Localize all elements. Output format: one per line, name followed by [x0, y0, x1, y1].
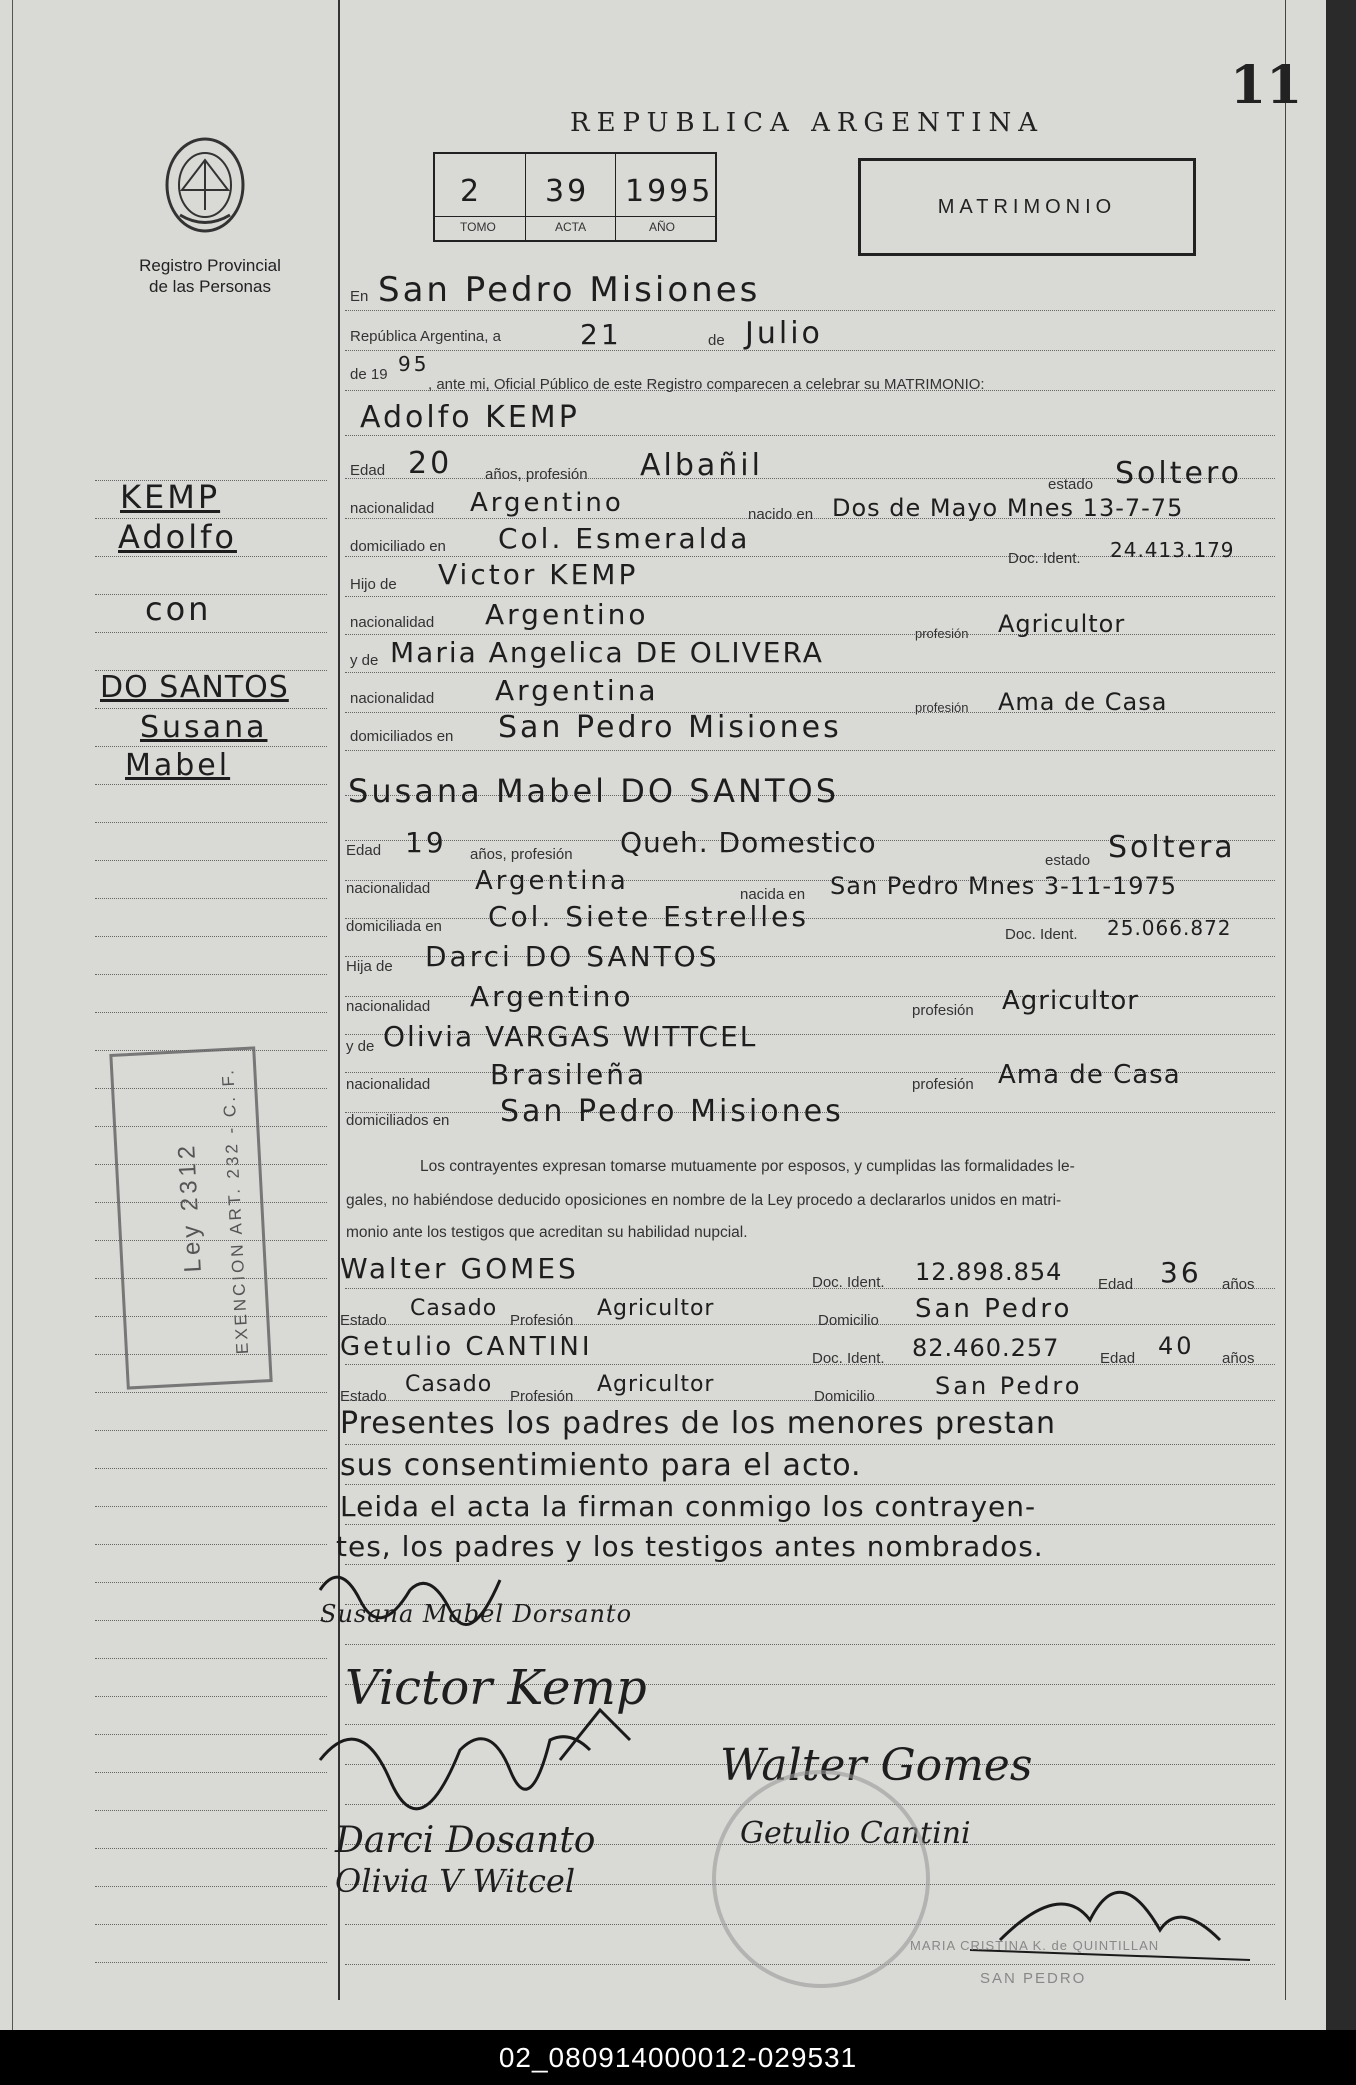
bride-nationality: Argentina: [475, 866, 629, 896]
registry-title: [110, 255, 310, 297]
acta-value: 39: [545, 174, 590, 209]
witness1-prof: Agricultor: [597, 1296, 715, 1321]
margin-rule: [95, 1962, 327, 1964]
official-seal-icon: [712, 1770, 930, 1988]
tomo-value: 2: [460, 174, 483, 209]
witness2-name: Getulio CANTINI: [340, 1332, 593, 1362]
witness1-domicile: San Pedro: [915, 1294, 1073, 1324]
form-rule: [345, 1400, 1275, 1402]
right-margin-rule: [1285, 0, 1286, 2000]
bride-anos-label: años, profesión: [470, 846, 573, 863]
record-number-box: [433, 152, 717, 242]
margin-rule: [95, 1620, 327, 1622]
margin-rule: [95, 1240, 327, 1242]
margin-rule: [95, 1012, 327, 1014]
margin-rule: [95, 898, 327, 900]
month: Julio: [745, 316, 823, 351]
groom-dom-label: domiciliado en: [350, 538, 446, 555]
margin-rule: [95, 784, 327, 786]
groom-doc: 24.413.179: [1110, 538, 1235, 562]
groom-father-nationality: Argentino: [485, 598, 649, 631]
margin-bride-name1: Susana: [140, 710, 268, 745]
groom-full-name: Adolfo KEMP: [360, 400, 580, 435]
witness1-doc: 12.898.854: [915, 1258, 1063, 1286]
witness1-estado: Casado: [410, 1296, 498, 1321]
groom-mother-prof-label: profesión: [915, 700, 969, 715]
bride-mother: Olivia VARGAS WITTCEL: [383, 1020, 758, 1053]
bride-edad-label: Edad: [346, 842, 382, 859]
margin-rule: [95, 1734, 327, 1736]
groom-estado-label: estado: [1048, 476, 1094, 493]
witness2-anos-label: años: [1222, 1350, 1255, 1367]
country-heading: REPUBLICA ARGENTINA: [570, 108, 1045, 138]
signature-3: Walter Gomes: [720, 1740, 1033, 1791]
groom-nac-label: nacionalidad: [350, 500, 435, 517]
signature-4: Darci Dosanto: [335, 1820, 596, 1861]
form-rule: [345, 1364, 1275, 1366]
witness1-edad-label: Edad: [1098, 1276, 1134, 1293]
place: San Pedro Misiones: [378, 270, 761, 310]
groom-edad-label: Edad: [350, 462, 386, 479]
margin-rule: [95, 1582, 327, 1584]
groom-birth: Dos de Mayo Mnes 13-7-75: [832, 494, 1184, 522]
form-rule: [345, 310, 1275, 312]
form-rule: [345, 1288, 1275, 1290]
margin-rule: [95, 974, 327, 976]
form-rule: [345, 1444, 1275, 1446]
witness1-name: Walter GOMES: [340, 1252, 579, 1285]
stamp-line2: EXENCION ART. 232 - C. F.: [218, 1066, 253, 1355]
witness1-dom-label: Domicilio: [818, 1312, 879, 1329]
page-edge-shadow: [1326, 0, 1356, 2030]
groom-mother-nac-label: nacionalidad: [350, 690, 435, 707]
province-seal-icon: [160, 130, 250, 240]
groom-anos-label: años, profesión: [485, 466, 588, 483]
bride-yde-label: y de: [346, 1038, 375, 1055]
witness2-prof: Agricultor: [597, 1372, 715, 1397]
margin-rule: [95, 1430, 327, 1432]
margin-bride-name2: Mabel: [125, 748, 231, 783]
witness2-estado: Casado: [405, 1372, 493, 1397]
day: 21: [580, 318, 622, 351]
margin-rule: [95, 1848, 327, 1850]
margin-rule: [95, 822, 327, 824]
intro-statement: , ante mi, Oficial Público de este Registro comparecen a celebrar su MATRIMONIO:: [428, 376, 985, 393]
groom-yde-label: y de: [350, 652, 379, 669]
margin-groom-surname: KEMP: [120, 478, 221, 516]
groom-father-prof-label: profesión: [915, 626, 969, 641]
bride-profession: Queh. Domestico: [620, 826, 877, 859]
margin-rule: [95, 1506, 327, 1508]
margin-rule: [95, 936, 327, 938]
witness2-edad-label: Edad: [1100, 1350, 1136, 1367]
page-number: 11: [1230, 55, 1303, 116]
bride-mother-prof: Ama de Casa: [998, 1060, 1181, 1090]
bride-mother-nac-label: nacionalidad: [346, 1076, 431, 1093]
margin-conj: con: [145, 590, 212, 628]
bride-age: 19: [405, 826, 447, 859]
margin-rule: [95, 1202, 327, 1204]
bride-father-prof-label: profesión: [912, 1002, 974, 1019]
witness1-prof-label: Profesión: [510, 1312, 574, 1329]
ano-label: AÑO: [649, 220, 676, 234]
margin-rule: [95, 1126, 327, 1128]
groom-nationality: Argentino: [470, 488, 624, 518]
record-type: MATRIMONIO: [937, 196, 1117, 218]
bride-domicile: Col. Siete Estrelles: [488, 900, 809, 933]
form-rule: [345, 672, 1275, 674]
margin-rule: [95, 594, 327, 596]
year-suffix: 95: [398, 352, 430, 376]
exemption-stamp: [109, 1046, 272, 1389]
bride-nac-label: nacionalidad: [346, 880, 431, 897]
groom-father: Victor KEMP: [438, 558, 639, 591]
witness2-estado-label: Estado: [340, 1388, 387, 1405]
bride-estado: Soltera: [1108, 830, 1236, 865]
groom-age: 20: [408, 446, 453, 481]
groom-domicile: Col. Esmeralda: [498, 522, 751, 555]
margin-rule: [95, 632, 327, 634]
ano-value: 1995: [625, 174, 714, 209]
official-name: MARIA CRISTINA K. de QUINTILLAN: [910, 1938, 1160, 1953]
registry-line2: de las Personas: [149, 277, 271, 296]
year-prefix: de 19: [350, 366, 388, 383]
groom-profession: Albañil: [640, 448, 763, 483]
margin-rule: [95, 1924, 327, 1926]
margin-rule: [95, 1050, 327, 1052]
bride-estado-label: estado: [1045, 852, 1091, 869]
registry-line1: Registro Provincial: [139, 256, 281, 275]
acta-label: ACTA: [555, 220, 587, 234]
groom-hijo-label: Hijo de: [350, 576, 397, 593]
en-label: En: [350, 288, 369, 305]
bride-father: Darci DO SANTOS: [425, 940, 720, 973]
groom-father-prof: Agricultor: [998, 610, 1126, 638]
margin-rule: [95, 518, 327, 520]
bride-doc: 25.066.872: [1107, 916, 1232, 940]
margin-rule: [95, 860, 327, 862]
declaration-line2: gales, no habiéndose deducido oposiciones en nombre de la Ley procedo a declararlos unidos en matri-: [346, 1192, 1062, 1209]
groom-mother-prof: Ama de Casa: [998, 688, 1168, 716]
witness2-doc: 82.460.257: [912, 1334, 1060, 1362]
margin-rule: [95, 1658, 327, 1660]
groom-estado: Soltero: [1115, 456, 1242, 491]
bride-mother-prof-label: profesión: [912, 1076, 974, 1093]
margin-rule: [95, 1354, 327, 1356]
margin-rule: [95, 1164, 327, 1166]
witness2-domicile: San Pedro: [935, 1372, 1083, 1400]
official-place: SAN PEDRO: [980, 1970, 1087, 1987]
bride-dom-label: domiciliada en: [346, 918, 442, 935]
form-rule: [345, 1524, 1275, 1526]
document-id-footer: 02_080914000012-029531: [0, 2030, 1356, 2085]
margin-rule: [95, 1088, 327, 1090]
margin-rule: [95, 708, 327, 710]
left-margin-rule: [12, 0, 13, 2030]
bride-birth: San Pedro Mnes 3-11-1975: [830, 872, 1178, 900]
margin-rule: [95, 1278, 327, 1280]
groom-parents-domicile: San Pedro Misiones: [498, 710, 842, 745]
signature-5: Getulio Cantini: [740, 1816, 971, 1851]
margin-groom-name: Adolfo: [118, 518, 237, 556]
bride-father-prof: Agricultor: [1002, 986, 1139, 1016]
witness2-dom-label: Domicilio: [814, 1388, 875, 1405]
bride-doms-label: domiciliados en: [346, 1112, 450, 1129]
note-line4: tes, los padres y los testigos antes nombrados.: [336, 1530, 1044, 1563]
margin-rule: [95, 1468, 327, 1470]
margin-rule: [95, 1810, 327, 1812]
bride-full-name: Susana Mabel DO SANTOS: [348, 772, 839, 810]
de-label: de: [708, 332, 725, 349]
groom-mother: Maria Angelica DE OLIVERA: [390, 636, 824, 669]
margin-rule: [95, 1886, 327, 1888]
form-rule: [345, 1324, 1275, 1326]
witness2-doc-label: Doc. Ident.: [812, 1350, 885, 1367]
witness1-age: 36: [1160, 1256, 1202, 1289]
margin-rule: [95, 1772, 327, 1774]
margin-rule: [95, 1316, 327, 1318]
witness1-doc-label: Doc. Ident.: [812, 1274, 885, 1291]
note-line3: Leida el acta la firman conmigo los contrayen-: [340, 1490, 1037, 1523]
declaration-line1: Los contrayentes expresan tomarse mutuamente por esposos, y cumplidas las formalidades le-: [420, 1158, 1075, 1175]
margin-rule: [95, 1392, 327, 1394]
witness1-anos-label: años: [1222, 1276, 1255, 1293]
margin-rule: [95, 1696, 327, 1698]
bride-doc-label: Doc. Ident.: [1005, 926, 1078, 943]
bride-parents-domicile: San Pedro Misiones: [500, 1094, 844, 1129]
margin-rule: [95, 480, 327, 482]
bride-nacida-label: nacida en: [740, 886, 806, 903]
signature-6: Olivia V Witcel: [335, 1862, 576, 1900]
form-rule: [345, 435, 1275, 437]
witness1-estado-label: Estado: [340, 1312, 387, 1329]
bride-father-nac-label: nacionalidad: [346, 998, 431, 1015]
note-line2: sus consentimiento para el acto.: [340, 1448, 862, 1483]
bride-hija-label: Hija de: [346, 958, 393, 975]
form-rule: [345, 1484, 1275, 1486]
stamp-line1: Ley 2312: [173, 1141, 207, 1274]
margin-rule: [95, 1544, 327, 1546]
groom-mother-nationality: Argentina: [495, 674, 659, 707]
groom-doms-label: domiciliados en: [350, 728, 454, 745]
bride-mother-nationality: Brasileña: [490, 1058, 648, 1091]
witness2-age: 40: [1158, 1332, 1195, 1360]
republica-label: República Argentina, a: [350, 328, 501, 345]
declaration-line3: monio ante los testigos que acreditan su habilidad nupcial.: [346, 1224, 748, 1241]
groom-doc-label: Doc. Ident.: [1008, 550, 1081, 567]
signature-1: Susana Mabel Dorsanto: [320, 1600, 633, 1628]
signature-2: Victor Kemp: [345, 1660, 647, 1716]
tomo-label: TOMO: [460, 220, 496, 234]
record-type-box: [858, 158, 1196, 256]
margin-bride-surname: DO SANTOS: [100, 670, 289, 705]
margin-rule: [95, 556, 327, 558]
groom-nacido-label: nacido en: [748, 506, 814, 523]
form-rule: [345, 750, 1275, 752]
note-line1: Presentes los padres de los menores prestan: [340, 1406, 1057, 1441]
margin-rule: [95, 670, 327, 672]
margin-rule: [95, 746, 327, 748]
witness2-prof-label: Profesión: [510, 1388, 574, 1405]
groom-father-nac-label: nacionalidad: [350, 614, 435, 631]
bride-father-nationality: Argentino: [470, 980, 634, 1013]
